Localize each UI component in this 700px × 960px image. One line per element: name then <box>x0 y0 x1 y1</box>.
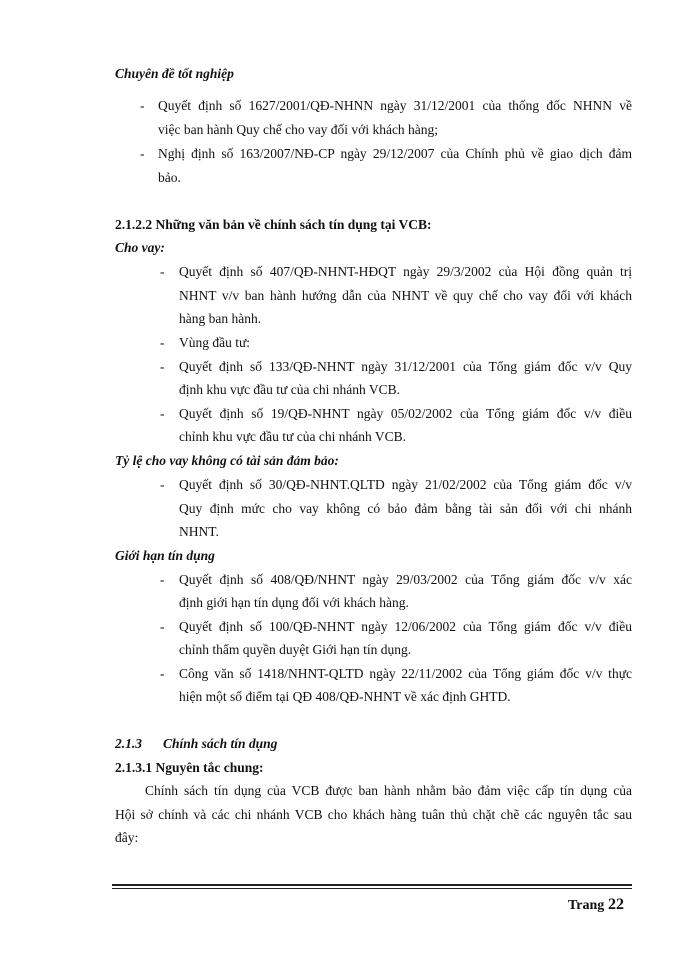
section-2131-heading: 2.1.3.1 Nguyên tắc chung: <box>115 760 264 775</box>
paragraph-line-3: đây: <box>115 830 139 845</box>
cho-vay-item-3-line-1: Quyết định số 133/QĐ-NHNT ngày 31/12/2001 của Tổng giám đốc v/v Quy <box>179 359 632 374</box>
intro-item-2-line-1: Nghị định số 163/2007/NĐ-CP ngày 29/12/2007 của Chính phủ về giao dịch đảm <box>158 146 632 161</box>
ty-le-item-1-line-1: Quyết định số 30/QĐ-NHNT.QLTD ngày 21/02/2002 của Tổng giám đốc v/v <box>179 477 632 492</box>
footer-page-label: Trang <box>568 898 605 913</box>
gioi-han-item-2-line-2: chỉnh thẩm quyền duyệt Giới hạn tín dụng. <box>179 642 412 657</box>
bullet-dash: - <box>160 359 165 374</box>
ty-le-item-1-line-2: Quy định mức cho vay không có bảo đảm bằng tài sản đối với chi nhánh <box>179 501 632 516</box>
cho-vay-item-1-line-3: hàng ban hành. <box>179 311 262 326</box>
cho-vay-item-4-line-1: Quyết định số 19/QĐ-NHNT ngày 05/02/2002 của Tổng giám đốc v/v điều <box>179 406 632 421</box>
gioi-han-item-3-line-1: Công văn số 1418/NHNT-QLTD ngày 22/11/2002 của Tổng giám đốc v/v thực <box>179 666 632 681</box>
bullet-dash: - <box>160 335 165 350</box>
bullet-dash: - <box>140 146 145 161</box>
bullet-dash: - <box>160 477 165 492</box>
group-ty-le-title: Tỷ lệ cho vay không có tài sản đảm bảo: <box>115 453 339 468</box>
section-2122-heading: 2.1.2.2 Những văn bản về chính sách tín dụng tại VCB: <box>115 217 432 232</box>
bullet-dash: - <box>160 619 165 634</box>
gioi-han-item-1-line-2: định giới hạn tín dụng đối với khách hàng. <box>179 595 409 610</box>
paragraph-line-1: Chính sách tín dụng của VCB được ban hành nhằm bảo đảm việc cấp tín dụng của <box>145 783 632 798</box>
footer-rule-thin <box>112 888 632 889</box>
group-cho-vay-title: Cho vay: <box>115 240 165 255</box>
gioi-han-item-2-line-1: Quyết định số 100/QĐ-NHNT ngày 12/06/2002 của Tổng giám đốc v/v điều <box>179 619 632 634</box>
cho-vay-item-1-line-2: NHNT v/v ban hành hướng dẫn của NHNT về quy chế cho vay đối với khách <box>179 288 632 303</box>
section-213-number: 2.1.3 <box>115 736 142 751</box>
intro-item-1-line-2: việc ban hành Quy chế cho vay đối với khách hàng; <box>158 122 439 137</box>
cho-vay-item-2-line-1: Vùng đầu tư: <box>179 335 251 350</box>
gioi-han-item-1-line-1: Quyết định số 408/QĐ/NHNT ngày 29/03/2002 của Tổng giám đốc v/v xác <box>179 572 632 587</box>
cho-vay-item-4-line-2: chỉnh khu vực đầu tư của chi nhánh VCB. <box>179 429 406 444</box>
footer-page-number: 22 <box>608 896 624 913</box>
footer-rule-thick <box>112 884 632 886</box>
bullet-dash: - <box>160 264 165 279</box>
bullet-dash: - <box>160 666 165 681</box>
bullet-dash: - <box>160 406 165 421</box>
section-213-title: Chính sách tín dụng <box>163 736 278 751</box>
gioi-han-item-3-line-2: hiện một số điểm tại QĐ 408/QĐ-NHNT về xác định GHTD. <box>179 689 511 704</box>
bullet-dash: - <box>140 98 145 113</box>
ty-le-item-1-line-3: NHNT. <box>179 524 219 539</box>
paragraph-line-2: Hội sở chính và các chi nhánh VCB cho khách hàng tuân thủ chặt chẽ các nguyên tắc sau <box>115 807 632 822</box>
cho-vay-item-3-line-2: định khu vực đầu tư của chi nhánh VCB. <box>179 382 400 397</box>
bullet-dash: - <box>160 572 165 587</box>
document-header-title: Chuyên đề tốt nghiệp <box>115 66 234 81</box>
intro-item-2-line-2: bảo. <box>158 170 181 185</box>
intro-item-1-line-1: Quyết định số 1627/2001/QĐ-NHNN ngày 31/12/2001 của thống đốc NHNN về <box>158 98 632 113</box>
group-gioi-han-title: Giới hạn tín dụng <box>115 548 215 563</box>
cho-vay-item-1-line-1: Quyết định số 407/QĐ-NHNT-HĐQT ngày 29/3/2002 của Hội đồng quản trị <box>179 264 632 279</box>
